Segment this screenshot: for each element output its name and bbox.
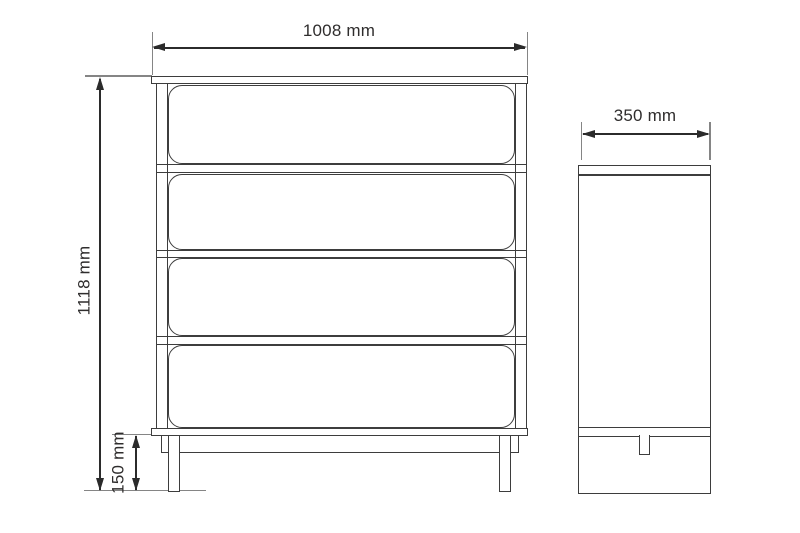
side-top-panel-edge <box>579 174 710 176</box>
side-center-leg <box>639 435 650 455</box>
width-dimension-label: 1008 mm <box>302 21 376 40</box>
depth-arrow-left-icon <box>582 130 595 138</box>
height-arrow-up-icon <box>96 77 104 90</box>
width-extension-line-left <box>152 32 153 75</box>
drawer-front-4 <box>168 345 515 428</box>
cabinet-right-side-panel <box>515 84 527 428</box>
depth-dimension-label: 350 mm <box>613 106 677 125</box>
drawer-divider-3 <box>156 336 527 345</box>
drawer-divider-2 <box>156 250 527 258</box>
depth-extension-line-left <box>581 122 582 160</box>
leg-arrow-up-icon <box>132 435 140 448</box>
depth-dimension-line <box>583 133 708 135</box>
height-arrow-down-icon <box>96 478 104 491</box>
drawer-front-3 <box>168 258 515 336</box>
cabinet-top-panel <box>151 76 528 84</box>
drawer-divider-1 <box>156 164 527 173</box>
height-dimension-label: 1118 mm <box>74 245 94 316</box>
leg-height-dimension-label: 150 mm <box>108 431 128 494</box>
height-dimension-line <box>99 79 101 490</box>
depth-extension-line-right <box>709 122 710 160</box>
width-arrow-right-icon <box>514 43 527 51</box>
depth-arrow-right-icon <box>697 130 710 138</box>
width-arrow-left-icon <box>152 43 165 51</box>
width-extension-line-right <box>527 32 528 75</box>
cabinet-bottom-panel <box>151 428 528 436</box>
cabinet-left-side-panel <box>156 84 168 428</box>
front-left-leg <box>168 436 180 492</box>
leg-arrow-down-icon <box>132 478 140 491</box>
drawer-front-2 <box>168 174 515 250</box>
drawer-front-1 <box>168 85 515 164</box>
width-dimension-line <box>154 47 525 49</box>
front-right-leg <box>499 436 511 492</box>
leg-rail <box>161 436 519 453</box>
